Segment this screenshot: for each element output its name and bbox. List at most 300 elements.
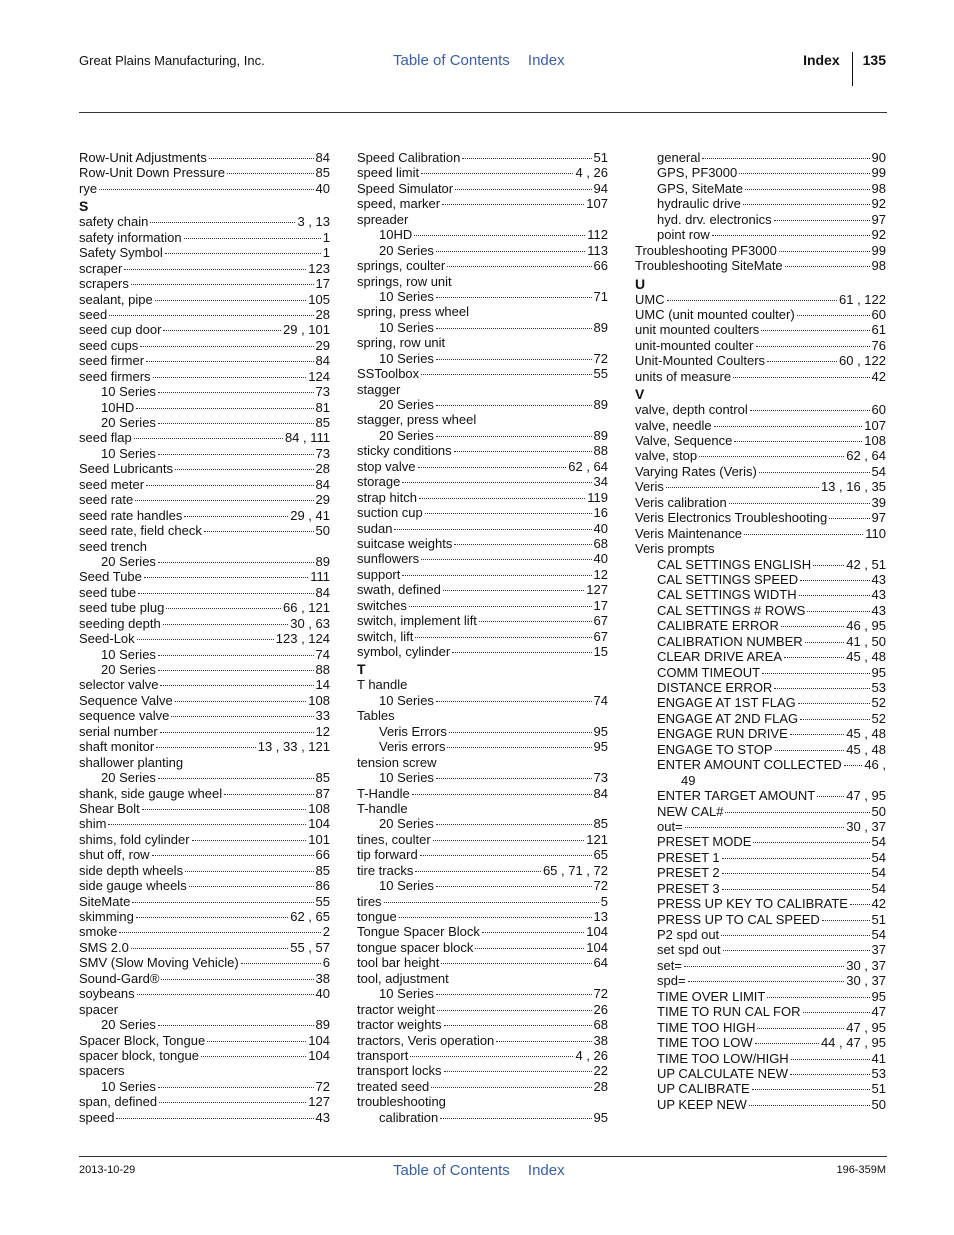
page-ref[interactable]: 29 , 41: [290, 507, 330, 523]
index-subentry[interactable]: [635, 212, 886, 227]
index-entry[interactable]: [79, 508, 330, 523]
page-ref[interactable]: 43: [871, 571, 886, 587]
page-ref[interactable]: 110: [865, 525, 886, 541]
index-entry[interactable]: [357, 613, 608, 628]
page-ref[interactable]: 52: [871, 695, 886, 711]
index-entry[interactable]: [79, 786, 330, 801]
index-entry[interactable]: [357, 1033, 608, 1048]
toc-link[interactable]: Table of Contents: [393, 52, 510, 69]
index-subentry[interactable]: [635, 587, 886, 602]
index-subentry[interactable]: [635, 742, 886, 757]
page-ref[interactable]: 95: [593, 723, 608, 739]
index-subentry[interactable]: [357, 739, 608, 754]
index-entry[interactable]: [79, 739, 330, 754]
page-ref[interactable]: 61: [871, 322, 886, 338]
index-entry[interactable]: [357, 1079, 608, 1094]
index-entry[interactable]: [357, 304, 608, 319]
page-ref[interactable]: 62 , 64: [568, 458, 608, 474]
page-ref[interactable]: 40: [593, 520, 608, 536]
index-subentry[interactable]: [357, 770, 608, 785]
page-ref[interactable]: 40: [315, 180, 330, 196]
index-entry[interactable]: [635, 258, 886, 273]
page-ref[interactable]: 17: [593, 597, 608, 613]
index-entry[interactable]: [357, 940, 608, 955]
page-ref[interactable]: 98: [871, 180, 886, 196]
index-entry[interactable]: [357, 786, 608, 801]
page-ref[interactable]: 62 , 65: [290, 909, 330, 924]
page-ref[interactable]: 55: [315, 893, 330, 909]
index-entry[interactable]: [79, 708, 330, 723]
page-ref[interactable]: 98: [871, 258, 886, 274]
index-entry[interactable]: [79, 631, 330, 646]
page-ref[interactable]: 97: [871, 510, 886, 526]
index-entry[interactable]: [357, 755, 608, 770]
index-entry[interactable]: [357, 459, 608, 474]
index-entry[interactable]: [79, 1002, 330, 1017]
page-ref[interactable]: 104: [308, 1032, 330, 1048]
page-ref[interactable]: 28: [315, 306, 330, 322]
page-ref[interactable]: 76: [871, 337, 886, 353]
page-ref[interactable]: 67: [593, 628, 608, 644]
index-entry[interactable]: [79, 924, 330, 939]
index-entry[interactable]: [79, 755, 330, 770]
page-ref[interactable]: 87: [315, 785, 330, 801]
page-ref[interactable]: 108: [864, 433, 886, 448]
page-ref[interactable]: 92: [871, 196, 886, 212]
index-subentry[interactable]: [635, 150, 886, 165]
index-subentry[interactable]: [635, 804, 886, 819]
index-subentry[interactable]: [635, 181, 886, 196]
index-entry[interactable]: [357, 150, 608, 165]
index-entry[interactable]: [357, 551, 608, 566]
page-ref[interactable]: 47 , 95: [846, 788, 886, 804]
index-subentry[interactable]: [357, 428, 608, 443]
page-ref[interactable]: 53: [871, 1065, 886, 1081]
page-ref[interactable]: 104: [586, 924, 608, 940]
index-entry[interactable]: [635, 402, 886, 417]
index-entry[interactable]: [635, 448, 886, 463]
index-entry[interactable]: [357, 863, 608, 878]
page-ref[interactable]: 105: [308, 291, 330, 307]
page-ref[interactable]: 72: [593, 878, 608, 894]
page-ref[interactable]: 50: [871, 803, 886, 819]
index-subentry[interactable]: [635, 819, 886, 834]
index-entry[interactable]: [79, 585, 330, 600]
page-ref[interactable]: 54: [871, 865, 886, 881]
index-subentry[interactable]: [79, 647, 330, 662]
index-entry[interactable]: [79, 230, 330, 245]
index-entry[interactable]: [79, 832, 330, 847]
page-ref[interactable]: 88: [593, 443, 608, 459]
page-ref[interactable]: 17: [315, 276, 330, 292]
index-entry[interactable]: [635, 353, 886, 368]
index-subentry[interactable]: [635, 165, 886, 180]
page-ref[interactable]: 14: [315, 677, 330, 693]
page-ref[interactable]: 42: [871, 896, 886, 912]
index-subentry[interactable]: [79, 662, 330, 677]
page-ref[interactable]: 119: [587, 489, 608, 505]
page-ref[interactable]: 95: [871, 664, 886, 680]
index-subentry[interactable]: [357, 1110, 608, 1125]
page-ref[interactable]: 42: [871, 368, 886, 384]
index-entry[interactable]: [635, 292, 886, 307]
index-subentry[interactable]: [635, 603, 886, 618]
page-ref[interactable]: 51: [871, 1081, 886, 1097]
index-entry[interactable]: [79, 909, 330, 924]
index-entry[interactable]: [357, 196, 608, 211]
index-entry[interactable]: [635, 369, 886, 384]
index-subentry[interactable]: [357, 243, 608, 258]
index-subentry[interactable]: [635, 227, 886, 242]
index-subentry[interactable]: [357, 289, 608, 304]
page-ref[interactable]: 99: [871, 242, 886, 258]
index-entry[interactable]: [635, 464, 886, 479]
index-entry[interactable]: [357, 847, 608, 862]
page-ref[interactable]: 33: [315, 708, 330, 724]
page-ref[interactable]: 89: [593, 427, 608, 443]
page-ref[interactable]: 86: [315, 878, 330, 894]
index-entry[interactable]: [79, 369, 330, 384]
index-entry[interactable]: [357, 505, 608, 520]
index-entry[interactable]: [79, 986, 330, 1001]
page-ref[interactable]: 43: [871, 587, 886, 603]
index-entry[interactable]: [79, 245, 330, 260]
page-ref[interactable]: 30 , 37: [846, 973, 886, 989]
index-entry[interactable]: [357, 1017, 608, 1032]
index-subentry[interactable]: [635, 649, 886, 664]
index-entry[interactable]: [79, 539, 330, 554]
index-entry[interactable]: [635, 526, 886, 541]
page-ref[interactable]: 123 , 124: [275, 631, 330, 647]
index-entry[interactable]: [357, 212, 608, 227]
index-entry[interactable]: [357, 644, 608, 659]
index-entry[interactable]: [79, 1063, 330, 1078]
index-subentry[interactable]: [635, 834, 886, 849]
page-ref[interactable]: 90: [871, 150, 886, 165]
index-entry[interactable]: [357, 490, 608, 505]
index-entry[interactable]: [79, 430, 330, 445]
page-ref[interactable]: 16: [593, 505, 608, 521]
page-ref[interactable]: 73: [315, 384, 330, 400]
index-subentry[interactable]: [635, 196, 886, 211]
page-ref[interactable]: 54: [871, 463, 886, 479]
page-ref[interactable]: 2: [322, 924, 330, 940]
page-ref[interactable]: 54: [871, 834, 886, 850]
index-entry[interactable]: [79, 940, 330, 955]
index-subentry[interactable]: [357, 351, 608, 366]
index-subentry[interactable]: [357, 227, 608, 242]
index-entry[interactable]: [357, 677, 608, 692]
index-entry[interactable]: [357, 582, 608, 597]
page-ref[interactable]: 107: [586, 196, 608, 212]
index-entry[interactable]: [635, 541, 886, 556]
page-ref[interactable]: 37: [871, 942, 886, 958]
index-entry[interactable]: [79, 1033, 330, 1048]
index-subentry[interactable]: [635, 973, 886, 988]
page-ref[interactable]: 43: [871, 602, 886, 618]
index-subentry[interactable]: [635, 634, 886, 649]
page-ref[interactable]: 60: [871, 402, 886, 418]
page-ref[interactable]: 38: [315, 970, 330, 986]
index-entry[interactable]: [635, 433, 886, 448]
page-ref[interactable]: 42 , 51: [846, 556, 886, 572]
index-subentry[interactable]: [79, 384, 330, 399]
index-subentry[interactable]: [635, 850, 886, 865]
index-subentry[interactable]: [79, 400, 330, 415]
index-entry[interactable]: [357, 955, 608, 970]
page-ref[interactable]: 30 , 37: [846, 818, 886, 834]
page-ref[interactable]: 71: [593, 288, 608, 304]
index-entry[interactable]: [79, 292, 330, 307]
page-ref[interactable]: 68: [593, 535, 608, 551]
page-ref[interactable]: 104: [586, 939, 608, 955]
page-ref[interactable]: 50: [315, 523, 330, 539]
page-ref[interactable]: 30 , 63: [290, 615, 330, 631]
index-entry[interactable]: [357, 629, 608, 644]
page-ref[interactable]: 97: [871, 211, 886, 227]
index-entry[interactable]: [635, 338, 886, 353]
index-entry[interactable]: [357, 443, 608, 458]
index-link[interactable]: Index: [527, 52, 565, 69]
index-subentry[interactable]: [635, 557, 886, 572]
index-entry[interactable]: [357, 274, 608, 289]
page-ref[interactable]: 99: [871, 165, 886, 181]
index-entry[interactable]: [357, 1002, 608, 1017]
page-ref[interactable]: 113: [587, 242, 608, 258]
index-subentry[interactable]: [357, 320, 608, 335]
index-entry[interactable]: [635, 479, 886, 494]
index-subentry[interactable]: [635, 711, 886, 726]
page-ref[interactable]: 65: [593, 847, 608, 863]
index-subentry[interactable]: [635, 680, 886, 695]
page-ref[interactable]: 51: [593, 150, 608, 165]
index-entry[interactable]: [79, 616, 330, 631]
page-ref[interactable]: 95: [871, 988, 886, 1004]
page-ref[interactable]: 46 , 95: [846, 618, 886, 634]
index-entry[interactable]: [357, 1048, 608, 1063]
index-entry[interactable]: [79, 165, 330, 180]
footer-index-link[interactable]: Index: [527, 1162, 565, 1179]
page-ref[interactable]: 94: [593, 180, 608, 196]
index-entry[interactable]: [635, 307, 886, 322]
page-ref[interactable]: 89: [593, 397, 608, 412]
page-ref[interactable]: 29: [315, 492, 330, 508]
index-entry[interactable]: [79, 214, 330, 229]
page-ref[interactable]: 28: [593, 1078, 608, 1094]
index-subentry[interactable]: [357, 724, 608, 739]
page-ref[interactable]: 88: [315, 662, 330, 677]
page-ref[interactable]: 101: [308, 831, 330, 847]
index-subentry[interactable]: [79, 1079, 330, 1094]
index-subentry[interactable]: [635, 788, 886, 803]
page-ref[interactable]: 34: [593, 474, 608, 490]
index-entry[interactable]: [635, 495, 886, 510]
index-entry[interactable]: [635, 322, 886, 337]
index-subentry[interactable]: [79, 770, 330, 785]
page-ref[interactable]: 53: [871, 680, 886, 695]
page-ref[interactable]: 44 , 47 , 95: [820, 1035, 886, 1051]
page-ref[interactable]: 108: [308, 800, 330, 816]
page-ref[interactable]: 112: [587, 227, 608, 243]
index-subentry[interactable]: [79, 446, 330, 461]
page-ref[interactable]: 85: [315, 862, 330, 878]
page-ref[interactable]: 29 , 101: [283, 322, 330, 338]
index-entry[interactable]: [79, 816, 330, 831]
index-entry[interactable]: [79, 1048, 330, 1063]
page-ref[interactable]: 81: [315, 399, 330, 415]
index-entry[interactable]: [357, 801, 608, 816]
page-ref[interactable]: 85: [593, 816, 608, 832]
index-entry[interactable]: [79, 523, 330, 538]
index-entry[interactable]: [79, 878, 330, 893]
index-entry[interactable]: [79, 971, 330, 986]
page-ref[interactable]: 12: [315, 723, 330, 739]
index-entry[interactable]: [357, 909, 608, 924]
index-entry[interactable]: [357, 181, 608, 196]
page-ref[interactable]: 6: [322, 955, 330, 971]
page-ref[interactable]: 85: [315, 770, 330, 786]
index-entry[interactable]: [357, 521, 608, 536]
page-ref[interactable]: 89: [593, 319, 608, 335]
index-subentry[interactable]: [635, 1081, 886, 1096]
index-subentry[interactable]: [635, 942, 886, 957]
index-subentry[interactable]: [635, 1020, 886, 1035]
page-ref[interactable]: 29: [315, 337, 330, 353]
index-entry[interactable]: [357, 366, 608, 381]
page-ref[interactable]: 3 , 13: [297, 214, 330, 230]
page-ref[interactable]: 108: [308, 692, 330, 708]
page-ref[interactable]: 65 , 71 , 72: [542, 862, 608, 878]
index-entry[interactable]: [79, 693, 330, 708]
page-ref[interactable]: 22: [593, 1063, 608, 1079]
page-ref[interactable]: 92: [871, 227, 886, 243]
index-entry[interactable]: [79, 261, 330, 276]
index-subentry[interactable]: [357, 986, 608, 1001]
page-ref[interactable]: 52: [871, 710, 886, 726]
index-entry[interactable]: [79, 477, 330, 492]
index-entry[interactable]: [79, 801, 330, 816]
index-subentry[interactable]: [635, 726, 886, 741]
index-entry[interactable]: [79, 338, 330, 353]
index-entry[interactable]: [357, 1063, 608, 1078]
index-entry[interactable]: [79, 276, 330, 291]
page-ref[interactable]: 72: [593, 350, 608, 366]
page-ref[interactable]: 66: [315, 847, 330, 863]
index-entry[interactable]: [79, 181, 330, 196]
index-subentry[interactable]: [635, 1097, 886, 1112]
index-subentry[interactable]: [635, 1004, 886, 1019]
index-entry[interactable]: [357, 598, 608, 613]
page-ref[interactable]: 72: [315, 1078, 330, 1094]
page-ref[interactable]: 60 , 122: [839, 353, 886, 369]
index-entry[interactable]: [79, 353, 330, 368]
index-entry[interactable]: [357, 165, 608, 180]
page-ref[interactable]: 84: [593, 785, 608, 801]
page-ref[interactable]: 54: [871, 880, 886, 896]
index-entry[interactable]: [79, 1110, 330, 1125]
page-ref[interactable]: 84: [315, 476, 330, 492]
page-ref[interactable]: 84: [315, 584, 330, 600]
page-ref[interactable]: 66: [593, 258, 608, 274]
index-entry[interactable]: [79, 955, 330, 970]
page-ref[interactable]: 40: [315, 986, 330, 1002]
page-ref[interactable]: 55 , 57: [290, 939, 330, 955]
page-ref[interactable]: 85: [315, 165, 330, 181]
page-ref[interactable]: 13: [593, 909, 608, 924]
index-entry[interactable]: [357, 832, 608, 847]
page-ref[interactable]: 41 , 50: [846, 633, 886, 649]
index-entry[interactable]: [357, 924, 608, 939]
page-ref[interactable]: 45 , 48: [846, 741, 886, 757]
index-entry[interactable]: [79, 724, 330, 739]
page-ref[interactable]: 47 , 95: [846, 1019, 886, 1035]
index-entry[interactable]: [79, 322, 330, 337]
page-ref[interactable]: 60: [871, 306, 886, 322]
index-entry[interactable]: [79, 150, 330, 165]
index-entry[interactable]: [357, 382, 608, 397]
page-ref[interactable]: 74: [593, 692, 608, 708]
index-entry[interactable]: [357, 335, 608, 350]
index-entry[interactable]: [79, 600, 330, 615]
page-ref[interactable]: 84 , 111: [284, 430, 330, 446]
page-ref[interactable]: 67: [593, 613, 608, 629]
index-subentry[interactable]: [635, 618, 886, 633]
index-subentry[interactable]: [635, 865, 886, 880]
index-subentry[interactable]: [635, 665, 886, 680]
page-ref[interactable]: 62 , 64: [846, 448, 886, 464]
index-entry[interactable]: [79, 307, 330, 322]
index-subentry[interactable]: [79, 554, 330, 569]
index-subentry[interactable]: [635, 989, 886, 1004]
index-subentry[interactable]: [635, 958, 886, 973]
page-ref[interactable]: 1: [322, 245, 330, 261]
index-entry[interactable]: [357, 536, 608, 551]
page-ref[interactable]: 43: [315, 1109, 330, 1125]
page-ref[interactable]: 68: [593, 1017, 608, 1033]
page-ref[interactable]: 89: [315, 553, 330, 569]
index-entry[interactable]: [79, 569, 330, 584]
page-ref[interactable]: 13 , 16 , 35: [820, 479, 886, 495]
index-entry[interactable]: [79, 1094, 330, 1109]
page-ref[interactable]: 64: [593, 955, 608, 971]
page-ref[interactable]: 54: [871, 927, 886, 942]
page-ref[interactable]: 104: [308, 1047, 330, 1063]
page-ref[interactable]: 111: [310, 569, 330, 585]
index-entry[interactable]: [635, 418, 886, 433]
index-subentry[interactable]: [635, 927, 886, 942]
page-ref[interactable]: 95: [593, 1109, 608, 1125]
page-ref[interactable]: 45 , 48: [846, 726, 886, 742]
page-ref[interactable]: 55: [593, 366, 608, 382]
index-entry[interactable]: [357, 1094, 608, 1109]
page-ref[interactable]: 47: [871, 1004, 886, 1020]
page-ref[interactable]: 26: [593, 1001, 608, 1017]
index-subentry[interactable]: [357, 693, 608, 708]
page-ref[interactable]: 15: [593, 644, 608, 659]
page-ref[interactable]: 123: [308, 260, 330, 276]
index-subentry[interactable]: [635, 1051, 886, 1066]
index-entry[interactable]: [635, 510, 886, 525]
index-entry[interactable]: [79, 847, 330, 862]
page-ref[interactable]: 51: [871, 911, 886, 927]
page-ref[interactable]: 95: [593, 739, 608, 755]
index-entry[interactable]: [79, 492, 330, 507]
page-ref[interactable]: 85: [315, 415, 330, 430]
page-ref[interactable]: 40: [593, 551, 608, 567]
page-ref[interactable]: 107: [864, 417, 886, 433]
page-ref[interactable]: 73: [315, 445, 330, 461]
page-ref[interactable]: 124: [308, 368, 330, 384]
